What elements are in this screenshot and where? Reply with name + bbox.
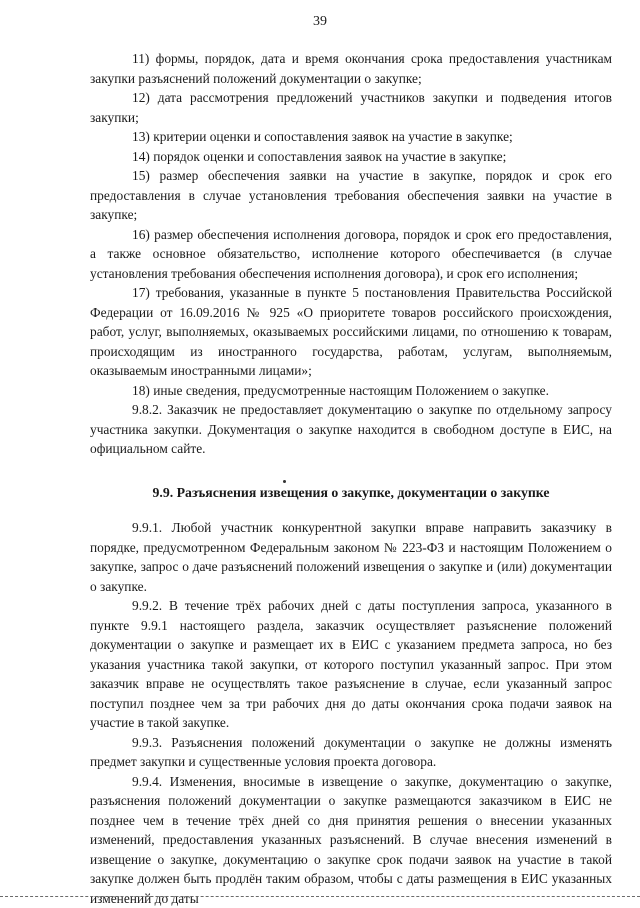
paragraph-9-9-4: 9.9.4. Изменения, вносимые в извещение о закупке, документацию о закупке, разъяснения положений документации о закупке размещаются заказчиком в ЕИС не позднее чем в течение трёх дней со дня принятия решения о внесении указанных изменений, предоставления указанных разъяснений. В случае внесения изменений в извещение о закупке, документацию о закупке срок подачи заявок на участие в такой закупке должен быть продлён таким образом, чтобы с даты размещения в ЕИС указанных изменений до даты (90, 772, 612, 908)
list-item-11: 11) формы, порядок, дата и время окончания срока предоставления участникам закупки разъяснений положений документации о закупке; (90, 49, 612, 88)
scan-speck (283, 480, 286, 483)
list-item-18: 18) иные сведения, предусмотренные настоящим Положением о закупке. (90, 381, 612, 401)
paragraph-9-8-2: 9.8.2. Заказчик не предоставляет документацию о закупке по отдельному запросу участника закупки. Документация о закупке находится в свободном доступе в ЕИС, на официальном сайте. (90, 400, 612, 459)
list-item-13: 13) критерии оценки и сопоставления заявок на участие в закупке; (90, 127, 612, 147)
list-item-14: 14) порядок оценки и сопоставления заявок на участие в закупке; (90, 147, 612, 167)
list-item-12: 12) дата рассмотрения предложений участников закупки и подведения итогов закупки; (90, 88, 612, 127)
list-item-17: 17) требования, указанные в пункте 5 постановления Правительства Российской Федерации от 16.09.2016 № 925 «О приоритете товаров российского происхождения, работ, услуг, выполняемых, оказываемых российскими лицами, по отношению к товарам, происходящим из иностранного государства, работам, услугам, выполняемым, оказываемым иностранными лицами»; (90, 283, 612, 381)
scan-bottom-edge (0, 896, 640, 897)
list-item-16: 16) размер обеспечения исполнения договора, порядок и срок его предоставления, а также основное обязательство, исполнение которого обеспечивается (в случае установления требования обеспечения исполнения договора), и срок его исполнения; (90, 225, 612, 284)
document-body (90, 49, 612, 908)
page-number: 39 (0, 14, 640, 30)
paragraph-9-9-3: 9.9.3. Разъяснения положений документации о закупке не должны изменять предмет закупки и существенные условия проекта договора. (90, 733, 612, 772)
paragraph-9-9-1: 9.9.1. Любой участник конкурентной закупки вправе направить заказчику в порядке, предусмотренном Федеральным законом № 223-ФЗ и настоящим Положением о закупке, запрос о даче разъяснений положений извещения о закупке и (или) документации о закупке. (90, 518, 612, 596)
paragraph-9-9-2: 9.9.2. В течение трёх рабочих дней с даты поступления запроса, указанного в пункте 9.9.1 настоящего раздела, заказчик осуществляет разъяснение положений документации о закупке и размещает их в ЕИС с указанием предмета запроса, но без указания участника такой закупки, от которого поступил указанный запрос. При этом заказчик вправе не осуществлять такое разъяснение в случае, если указанный запрос поступил позднее чем за три рабочих дня до даты окончания срока подачи заявок на участие в такой закупке. (90, 596, 612, 733)
list-item-15: 15) размер обеспечения заявки на участие в закупке, порядок и срок его предоставления в случае установления требования обеспечения заявки на участие в закупке; (90, 166, 612, 225)
section-heading-9-9: 9.9. Разъяснения извещения о закупке, документации о закупке (90, 483, 612, 503)
